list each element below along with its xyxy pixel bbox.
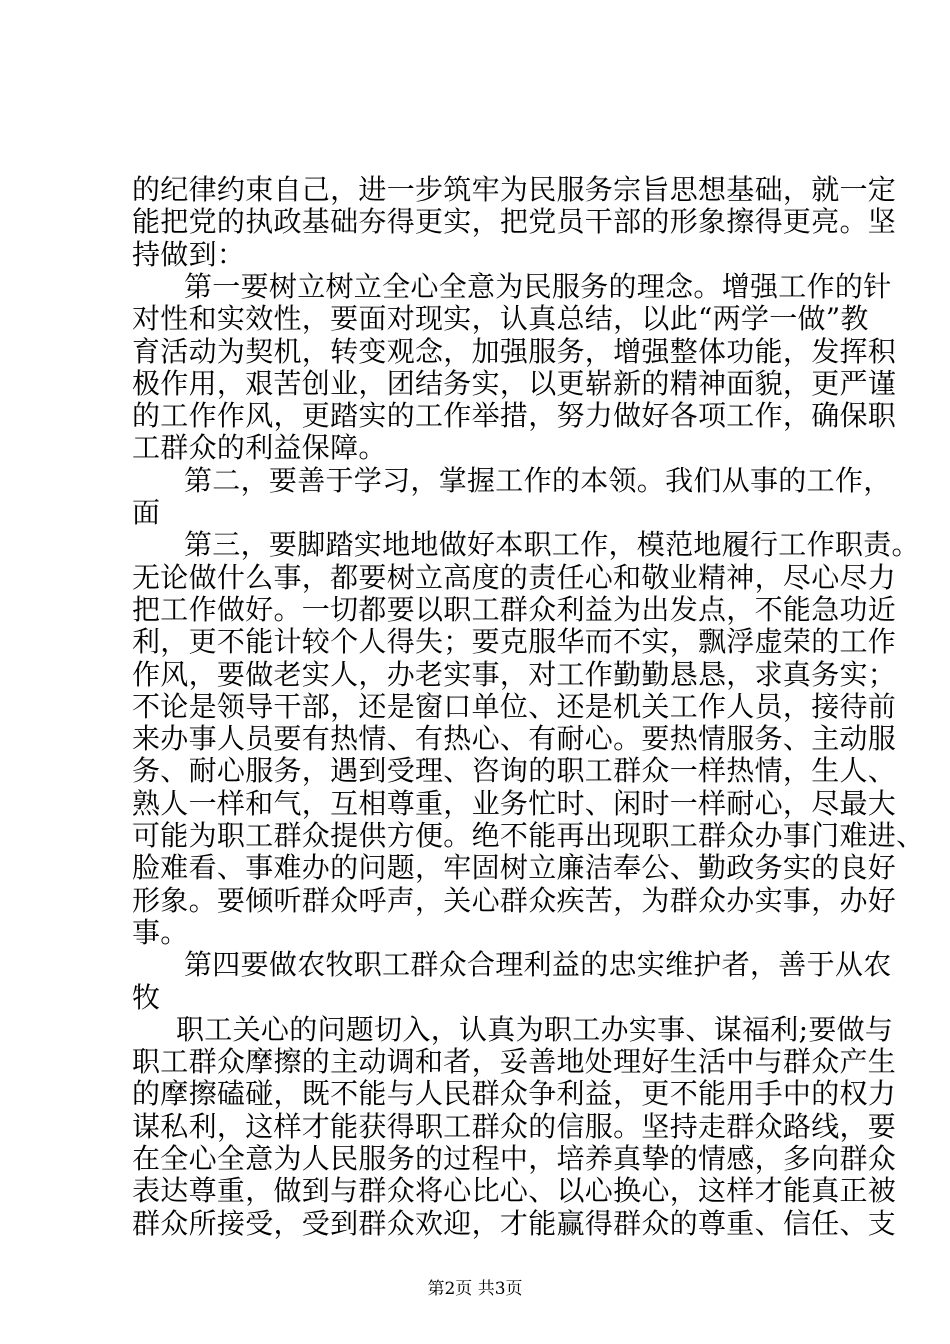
- text-line: 来办事人员要有热情、有热心、有耐心。要热情服务、主动服: [132, 722, 897, 756]
- text-line: 对性和实效性，要面对现实，认真总结，以此“两学一做”教: [132, 302, 869, 336]
- text-line: 可能为职工群众提供方便。绝不能再出现职工群众办事门难进、: [132, 819, 925, 852]
- text-line: 工群众的利益保障。: [132, 431, 387, 465]
- text-line: 第二，要善于学习，掌握工作的本领。我们从事的工作，: [184, 463, 892, 497]
- text-line: 持做到：: [132, 237, 246, 271]
- text-line: 脸难看、事难办的问题，牢固树立廉洁奉公、勤政务实的良好: [132, 851, 897, 885]
- text-line: 无论做什么事，都要树立高度的责任心和敬业精神，尽心尽力: [132, 560, 897, 594]
- text-line: 能把党的执政基础夯得更实，把党员干部的形象擦得更亮。坚: [132, 205, 897, 239]
- text-line: 利，更不能计较个人得失；要克服华而不实，飘浮虚荣的工作: [132, 625, 897, 659]
- text-line: 在全心全意为人民服务的过程中，培养真挚的情感，多向群众: [132, 1142, 897, 1175]
- text-line: 的纪律约束自己，进一步筑牢为民服务宗旨思想基础，就一定: [132, 173, 897, 206]
- text-line: 熟人一样和气，互相尊重，业务忙时、闲时一样耐心，尽最大: [132, 786, 897, 820]
- text-line: 作风，要做老实人，办老实事，对工作勤勤恳恳，求真务实；: [132, 657, 897, 691]
- text-line: 面: [132, 496, 161, 529]
- text-line: 谋私利，这样才能获得职工群众的信服。坚持走群众路线，要: [132, 1109, 897, 1143]
- text-line: 第一要树立树立全心全意为民服务的理念。增强工作的针: [184, 269, 892, 303]
- text-line: 育活动为契机，转变观念，加强服务，增强整体功能，发挥积: [132, 334, 897, 368]
- text-line: 第四要做农牧职工群众合理利益的忠实维护者，善于从农: [184, 948, 892, 982]
- text-line: 牧: [132, 980, 161, 1014]
- text-line: 职工关心的问题切入，认真为职工办实事、谋福利;要做与: [176, 1012, 894, 1046]
- text-line: 表达尊重，做到与群众将心比心、以心换心，这样才能真正被: [132, 1174, 897, 1208]
- text-line: 第三，要脚踏实地地做好本职工作，模范地履行工作职责。: [184, 528, 920, 562]
- text-line: 务、耐心服务，遇到受理、咨询的职工群众一样热情，生人、: [132, 754, 897, 788]
- page-number: 第2页 共3页: [427, 1279, 523, 1299]
- text-line: 的摩擦磕碰，既不能与人民群众争利益，更不能用手中的权力: [132, 1077, 897, 1111]
- text-line: 职工群众摩擦的主动调和者，妥善地处理好生活中与群众产生: [132, 1045, 897, 1079]
- text-line: 群众所接受，受到群众欢迎，才能赢得群众的尊重、信任、支: [132, 1206, 897, 1240]
- text-line: 形象。要倾听群众呼声，关心群众疾苦，为群众办实事，办好: [132, 883, 897, 917]
- text-line: 事。: [132, 915, 189, 949]
- text-line: 的工作作风，更踏实的工作举措，努力做好各项工作，确保职: [132, 399, 897, 433]
- text-line: 不论是领导干部，还是窗口单位、还是机关工作人员，接待前: [132, 689, 897, 723]
- text-line: 把工作做好。一切都要以职工群众利益为出发点，不能急功近: [132, 592, 897, 626]
- text-line: 极作用，艰苦创业，团结务实，以更崭新的精神面貌，更严谨: [132, 366, 897, 400]
